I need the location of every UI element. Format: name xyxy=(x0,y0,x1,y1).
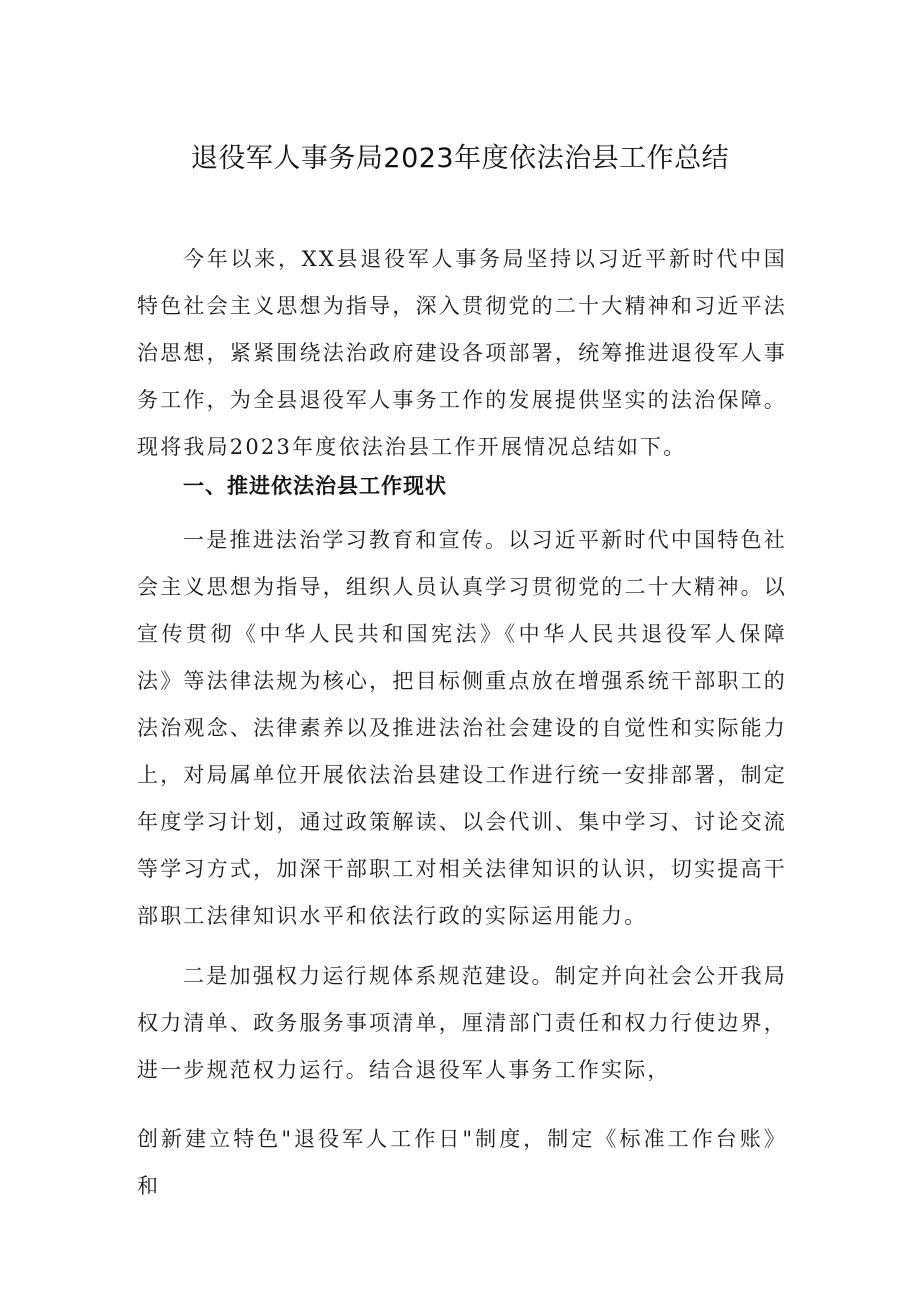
section-paragraph-2: 二是加强权力运行规体系规范建设。制定并向社会公开我局权力清单、政务服务事项清单，厘清部门责任和权力行使边界，进一步规范权力运行。结合退役军人事务工作实际， xyxy=(137,964,787,1082)
intro-paragraph: 今年以来，XX县退役军人事务局坚持以习近平新时代中国特色社会主义思想为指导，深入贯彻党的二十大精神和习近平法治思想，紧紧围绕法治政府建设各项部署，统筹推进退役军人事务工作，为全县退役军人事务工作的发展提供坚实的法治保障。现将我局2023年度依法治县工作开展情况总结如下。 xyxy=(137,247,787,459)
section-paragraph-1: 一是推进法治学习教育和宣传。以习近平新时代中国特色社会主义思想为指导，组织人员认真学习贯彻党的二十大精神。以宣传贯彻《中华人民共和国宪法》《中华人民共退役军人保障法》等法律法规为核心，把目标侧重点放在增强系统干部职工的法治观念、法律素养以及推进法治社会建设的自觉性和实际能力上，对局属单位开展依法治县建设工作进行统一安排部署，制定年度学习计划，通过政策解读、以会代训、集中学习、讨论交流等学习方式，加深干部职工对相关法律知识的认识，切实提高干部职工法律知识水平和依法行政的实际运用能力。 xyxy=(137,528,787,928)
section-heading: 一、推进依法治县工作现状 xyxy=(183,474,447,498)
document-title: 退役军人事务局2023年度依法治县工作总结 xyxy=(190,143,730,174)
section-paragraph-continuation: 创新建立特色"退役军人工作日"制度，制定《标准工作台账》和 xyxy=(137,1127,787,1198)
